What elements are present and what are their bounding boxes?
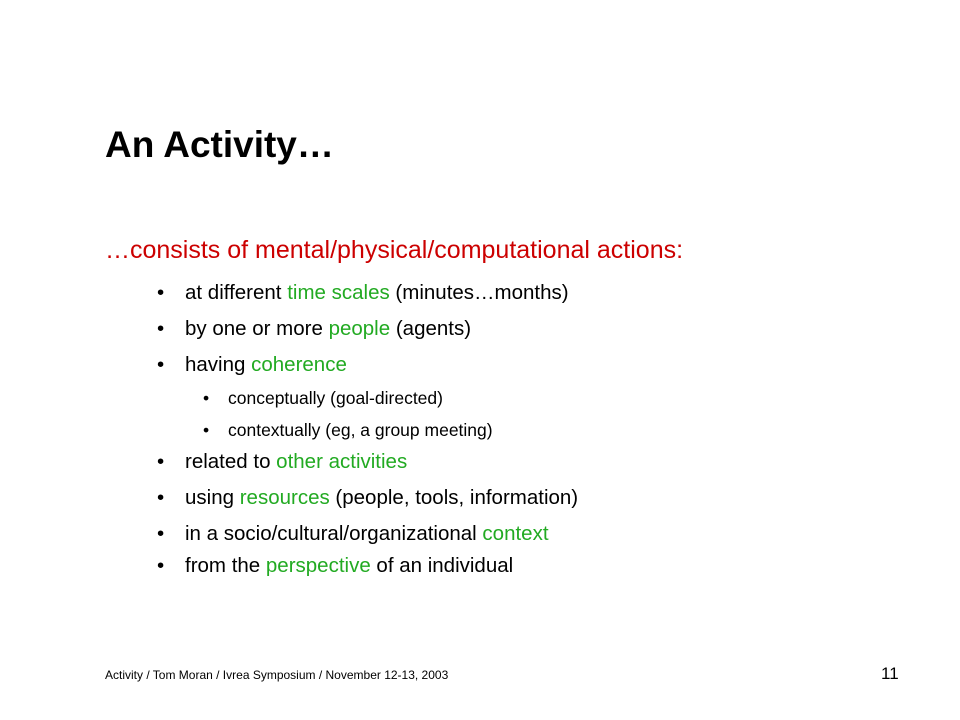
- bullet-text: of an individual: [370, 554, 514, 577]
- bullet-resources: [157, 482, 578, 514]
- bullet-highlight: resources: [239, 486, 330, 509]
- bullet-icon: •: [203, 420, 210, 440]
- bullet-highlight: other activities: [276, 450, 408, 473]
- bullet-icon: •: [157, 522, 165, 545]
- bullet-icon: •: [157, 353, 165, 376]
- bullet-icon: •: [157, 486, 165, 509]
- bullet-text: using: [185, 486, 240, 509]
- bullet-text: having: [185, 353, 252, 376]
- bullet-icon: •: [157, 450, 165, 473]
- bullet-text: from the: [185, 554, 266, 577]
- bullet-highlight: perspective: [265, 554, 371, 577]
- bullet-highlight: coherence: [251, 353, 347, 376]
- bullet-text: in a socio/cultural/organizational: [185, 522, 483, 545]
- bullet-text: (minutes…months): [389, 281, 569, 304]
- sub-bullet-conceptually: [203, 382, 443, 414]
- lead-statement: …consists of mental/physical/computational actions:: [105, 236, 684, 264]
- bullet-text: (agents): [390, 317, 472, 340]
- bullet-highlight: people: [328, 317, 391, 340]
- bullet-highlight: context: [482, 522, 549, 545]
- bullet-perspective: [157, 550, 513, 582]
- bullet-icon: •: [203, 388, 210, 408]
- bullet-other-activities: [157, 446, 407, 478]
- bullet-icon: •: [157, 317, 165, 340]
- bullet-icon: •: [157, 554, 165, 577]
- bullet-coherence: [157, 349, 347, 381]
- bullet-time-scales: [157, 277, 569, 309]
- bullet-icon: •: [157, 281, 165, 304]
- sub-bullet-contextually: [203, 414, 493, 446]
- bullet-people: [157, 313, 471, 345]
- sub-bullet-text: conceptually (goal-directed): [228, 388, 443, 408]
- slide-footer: Activity / Tom Moran / Ivrea Symposium / November 12-13, 2003: [105, 668, 449, 682]
- sub-bullet-text: contextually (eg, a group meeting): [228, 420, 493, 440]
- bullet-context: [157, 518, 549, 550]
- bullet-text: by one or more: [185, 317, 329, 340]
- bullet-text: at different: [185, 281, 288, 304]
- bullet-text: related to: [185, 450, 277, 473]
- page-number: 11: [881, 664, 899, 683]
- bullet-highlight: time scales: [287, 281, 390, 304]
- slide-title: An Activity…: [105, 124, 334, 165]
- bullet-text: (people, tools, information): [329, 486, 579, 509]
